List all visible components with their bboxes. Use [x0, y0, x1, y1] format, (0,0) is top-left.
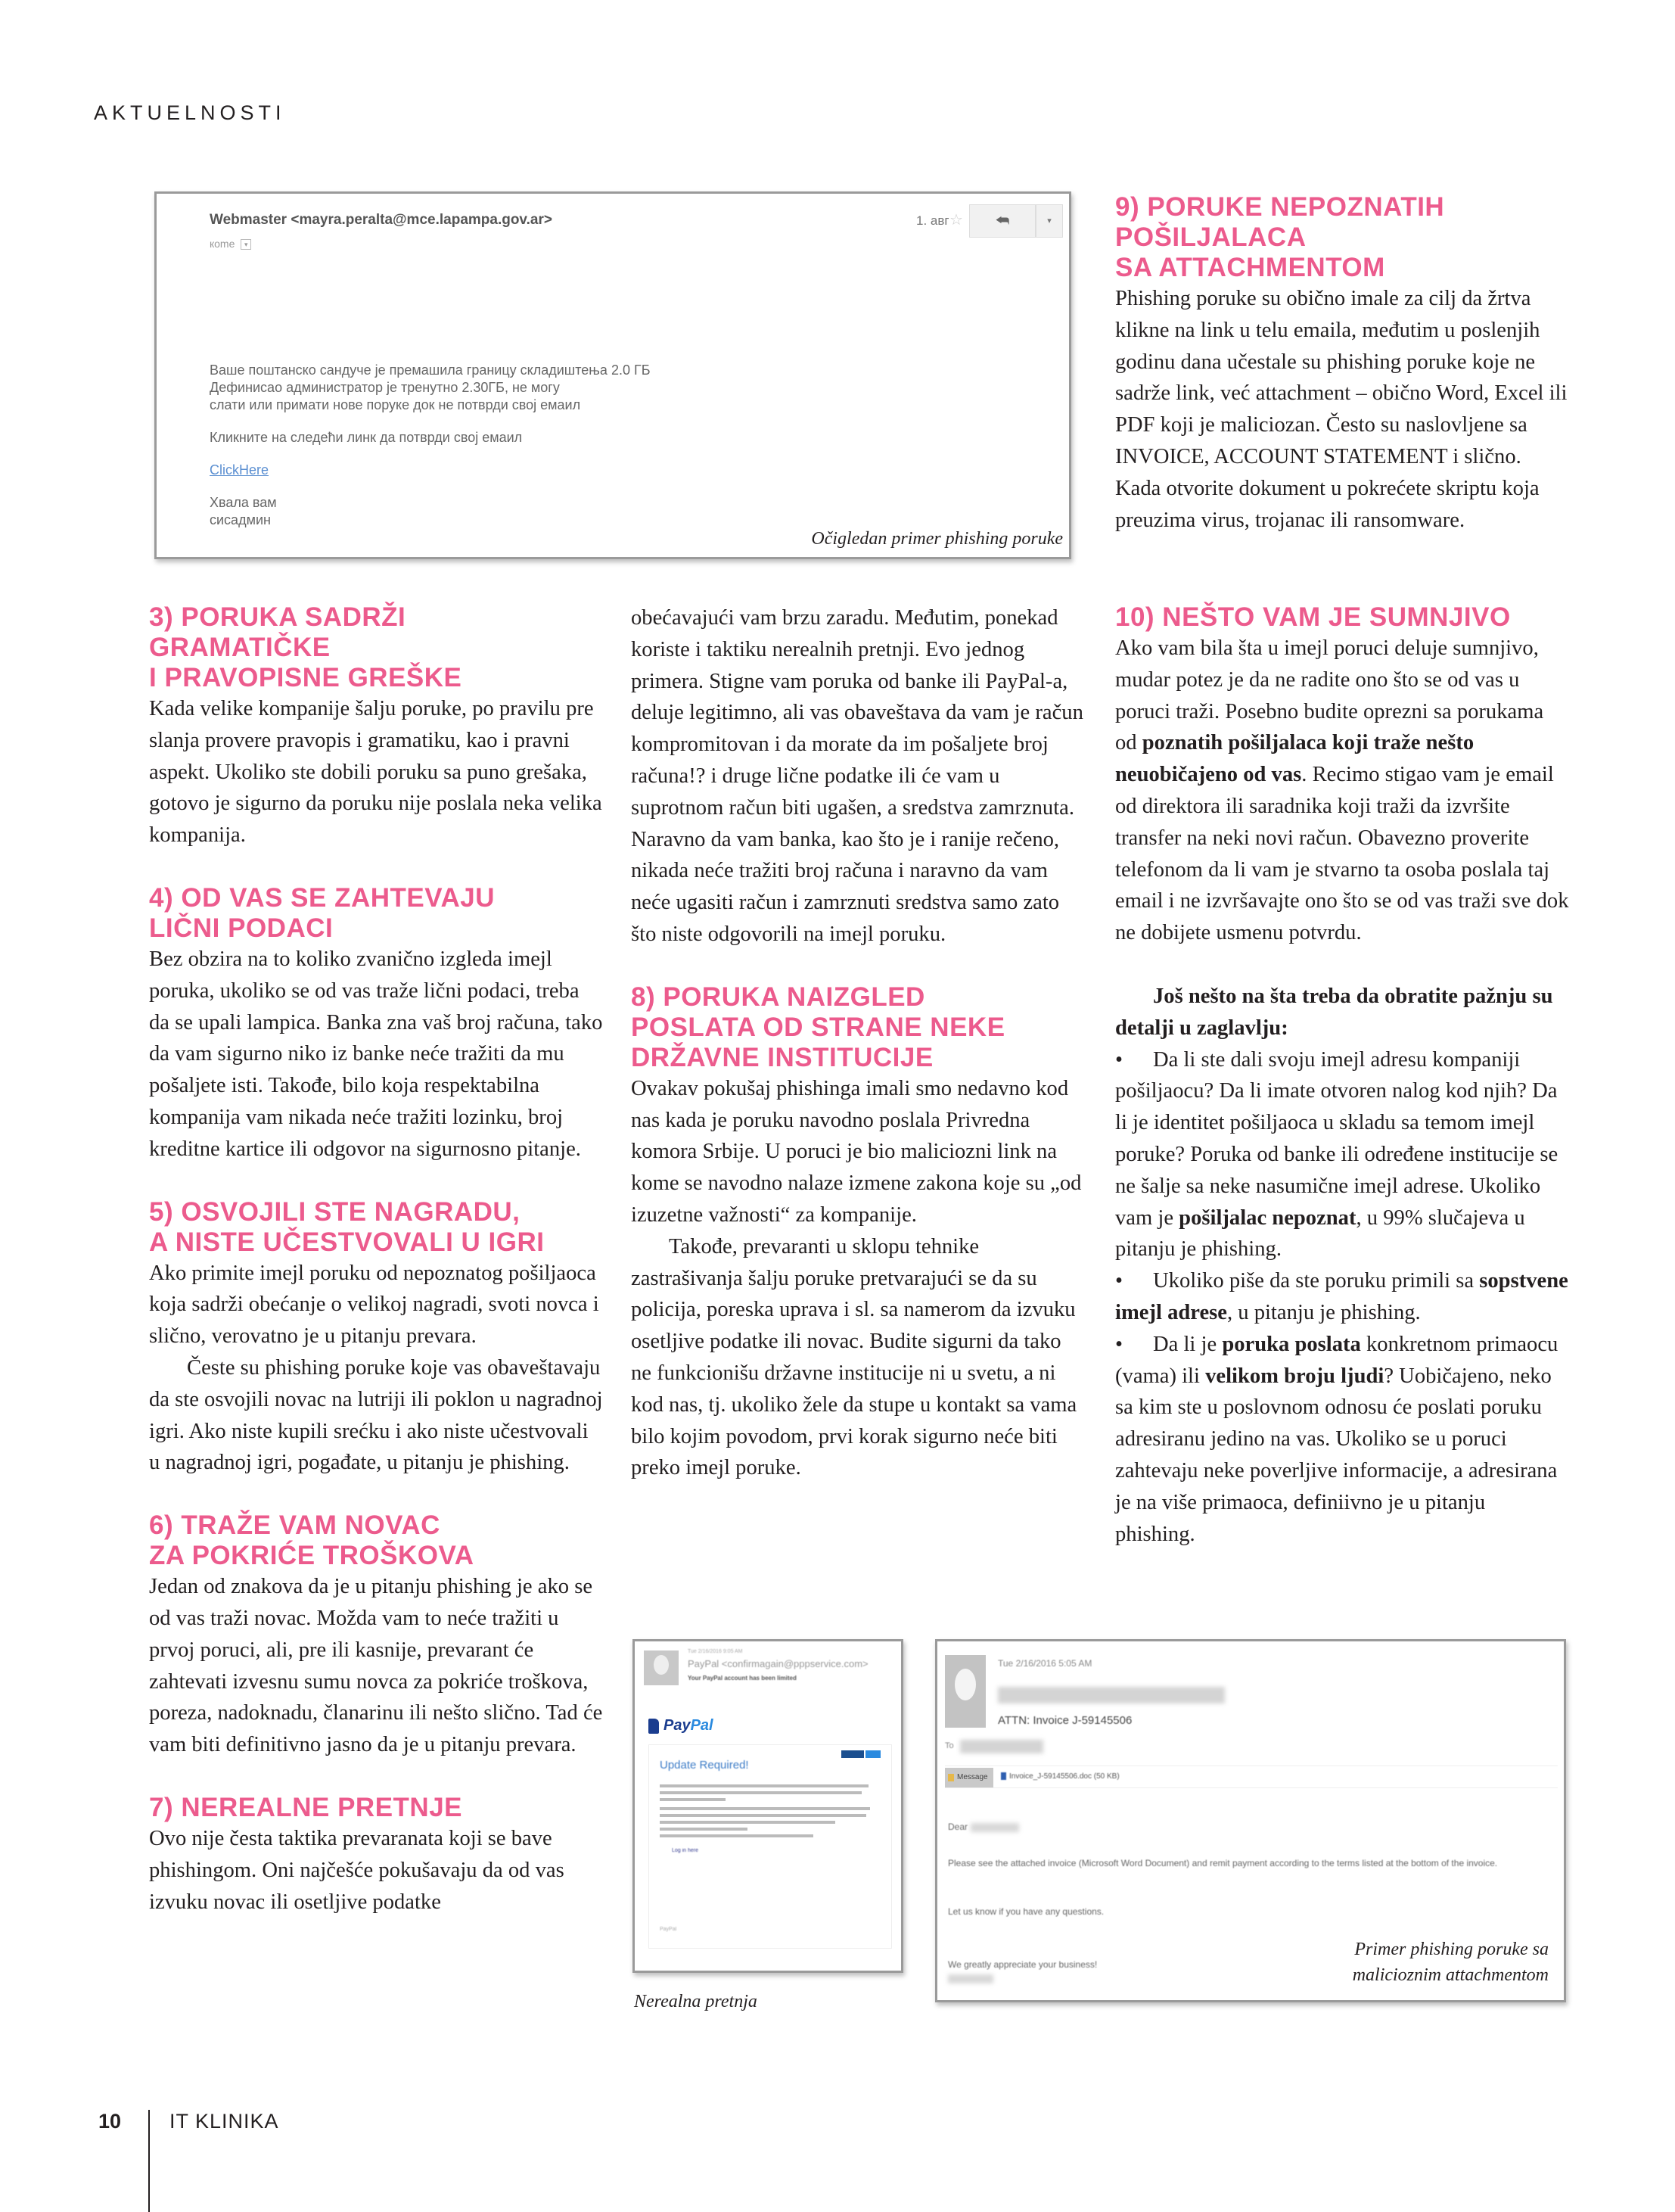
page-number: 10 [98, 2110, 122, 2133]
section-5-body: Ako primite imejl poruku od nepoznatog pošiljaoca koja sadrži obećanje o velikoj nagradi, svoti novca i slično, verovatno je u pitanju prevara. [149, 1261, 599, 1349]
login-link: Log in here [672, 1848, 699, 1853]
email-sender: PayPal <confirmagain@pppservice.com> [688, 1658, 869, 1669]
section-5-body-2: Česte su phishing poruke koje vas obaveštavaju da ste osvojili novac na lutriji ili poklon u nagradnoj igri. Ako niste kupili srećku i ako niste učestvovali u nagradnoj igri, pogađate, u pitanju je phishing. [149, 1355, 603, 1475]
magazine-name: IT KLINIKA [169, 2110, 279, 2133]
section-4-heading: 4) OD VAS SE ZAHTEVAJU LIČNI PODACI [149, 882, 495, 943]
footer-divider [148, 2110, 150, 2212]
email-subject: ATTN: Invoice J-59145506 [998, 1714, 1133, 1727]
section-8-body-2: Takođe, prevaranti u sklopu tehnike zastrašivanja šalju poruke pretvarajući se da su policija, poreska uprava i sl. sa namerom da izvuku osetljive podatke ili novac. Budite sigurni da tako ne funkcionišu državne institucije ni u svetu, a ni kod nas, tj. ukoliko žele da stupe u kontakt sa vama bilo kojim povodom, prvi korak sigurno neće biti preko imejl poruke. [631, 1234, 1077, 1480]
section-10-body: Ako vam bila šta u imejl poruci deluje sumnjivo, mudar potez je da ne radite ono što se od vas u poruci traži. Posebno budite oprezni sa porukama od poznatih pošiljalaca koji traže nešto neuobičajeno od vas. Recimo stigao vam je email od direktora ili saradnika koji traži da izvršite transfer na neki novi račun. Obavezno proverite telefonom da li vam je stvarno ta osoba poslala taj email i ne izvršavajte ono što se od vas traži sve dok ne dobijete usmenu potvrdu. [1115, 636, 1569, 945]
header-tips-list [1115, 1044, 1569, 1551]
section-4-body: Bez obzira na to koliko zvanično izgleda imejl poruka, ukoliko se od vas traže lični podaci, treba da se upali lampica. Banka zna vaš broj računa, tako da vam sigurno niko iz banke neće tražiti da mu pošaljete isti. Takođe, bilo koja respektabilna kompanija vam nikada neće tražiti lozinku, broj kreditne kartice ili odgovor na sigurnosno pitanje. [149, 947, 603, 1161]
email-date: 1. авг [916, 213, 949, 228]
section-10-heading: 10) NEŠTO VAM JE SUMNJIVO [1115, 602, 1511, 632]
section-3-body: Kada velike kompanije šalju poruke, po pravilu pre slanja provere pravopis i gramatiku, kao i pravni aspekt. Ukoliko ste dobili poruku sa puno grešaka, gotovo je sigurno da poruku nije poslala neka velika kompanija. [149, 697, 602, 848]
figure-caption: Primer phishing poruke sa malicioznim attachmentom [1352, 1940, 1549, 1985]
column-3 [1115, 602, 1569, 1550]
section-7-heading: 7) NEREALNE PRETNJE [149, 1792, 463, 1822]
email-card: Update Required! Log in here PayPal [648, 1744, 892, 1949]
header-tips-lead: Još nešto na šta treba da obratite pažnju su detalji u zaglavlju: [1115, 984, 1553, 1040]
email-date: Tue 2/16/2016 5:05 AM [998, 1658, 1092, 1669]
figure-paypal-email: Tue 2/16/2016 9:05 AM PayPal <confirmagain@pppservice.com> Your PayPal account has been limited PayPal Update Required! Log in here PayPal [632, 1639, 903, 1973]
section-7-body-continued: obećavajući vam brzu zaradu. Međutim, ponekad koriste i taktiku nerealnih pretnji. Evo jednog primera. Stigne vam poruka od banke ili PayPal-a, deluje legitimno, ali vas obaveštava da vam je račun kompromitovan i da morate da im pošaljete broj računa!? i druge lične podatke ili će vam u suprotnom račun biti ugašen, a sredstva zamrznuta. Naravno da vam banka, kao što je i ranije rečeno, nikada neće tražiti broj računa i naravno da vam neće ugasiti račun i zamrznuti sredstva samo zato što niste odgovorili na imejl poruku. [631, 606, 1083, 946]
section-8-heading: 8) PORUKA NAIZGLED POSLATA OD STRANE NEKE DRŽAVNE INSTITUCIJE [631, 982, 1005, 1072]
email-recipient: кome ▾ [210, 238, 251, 250]
figure-invoice-email: Tue 2/16/2016 5:05 AM ATTN: Invoice J-59145506 To Message Invoice_J-59145506.doc (50 KB) Dear Please see the attached invoice (Microsoft Word Document) and remit payment according to the terms listed at the bottom of the invoice. Let us know if you have any questions. We greatly appreciate your business! Primer phishing poruke sa malicioznim attachmentom [935, 1639, 1566, 2002]
attachment-file: Invoice_J-59145506.doc (50 KB) [1001, 1772, 1120, 1781]
paypal-logo: PayPal [648, 1717, 713, 1734]
section-9 [1115, 192, 1569, 536]
section-6-body: Jedan od znakova da je u pitanju phishing je ako se od vas traži novac. Možda vam to neće tražiti u prvoj poruci, ali, pre ili kasnije, prevarant će zahtevati izvesnu sumu novca za pokriće troškova, poreza, nadoknadu, članarinu ili nešto slično. Tad će vam biti definitivno jasno da je u pitanju prevara. [149, 1575, 603, 1757]
list-item: • Da li ste dali svoju imejl adresu kompaniji pošiljaocu? Da li imate otvoren nalog kod njih? Da li je identitet pošiljaoca u skladu sa temom imejl poruke? Poruka od banke ili određene institucije se ne šalje sa neke nasumične imejl adrese. Ukoliko vam je pošiljalac nepoznat, u 99% slučajeva u pitanju je phishing. [1115, 1044, 1569, 1266]
more-options-icon: ▾ [1036, 204, 1063, 238]
email-recipient-redacted [960, 1740, 1043, 1753]
email-title: Update Required! [660, 1759, 749, 1772]
recipient-dropdown-icon: ▾ [241, 239, 251, 250]
avatar-icon [644, 1650, 679, 1685]
section-3-heading: 3) PORUKA SADRŽI GRAMATIČKE I PRAVOPISNE GREŠKE [149, 602, 462, 692]
avatar-icon [945, 1655, 986, 1728]
email-sender-redacted [998, 1687, 1225, 1703]
email-body: Ваше поштанско сандуче је премашила границу складиштења 2.0 ГБ Дефинисао администратор је тренутно 2.30ГБ, не могу слати или примати нове поруке док не потврди свој емаил Кликните на следећи линк да потврди свој емаил ClickHere Хвала вам сисадмин [210, 362, 651, 527]
paypal-icon [648, 1719, 659, 1734]
figure-caption: Očigledan primer phishing poruke [811, 529, 1063, 549]
section-6-heading: 6) TRAŽE VAM NOVAC ZA POKRIĆE TROŠKOVA [149, 1510, 474, 1571]
reply-icon: ⮪ [969, 204, 1036, 238]
section-heading: 9) PORUKE NEPOZNATIH POŠILJALACA SA ATTACHMENTOM [1115, 192, 1445, 282]
section-7-body: Ovo nije česta taktika prevaranata koji se bave phishingom. Oni najčešće pokušavaju da od vas izvuku novac ili osetljive podatke [149, 1826, 564, 1914]
section-label: AKTUELNOSTI [94, 101, 286, 124]
figure-phishing-email [154, 191, 1071, 559]
email-sender: Webmaster <mayra.peralta@mce.lapampa.gov.ar> [210, 212, 552, 228]
column-1 [149, 602, 603, 1918]
list-item: • Da li je poruka poslata konkretnom primaocu (vama) ili velikom broju ljudi? Uobičajeno, neko sa kim ste u poslovnom odnosu će poslati poruku adresiranu jedino na vas. Ukoliko se u poruci zahtevaju neke poverljive informacije, a adresirana je na više primaoca, definiivno je u pitanju phishing. [1115, 1329, 1569, 1551]
star-icon: ☆ [949, 212, 963, 229]
section-body: Phishing poruke su obično imale za cilj da žrtva klikne na link u telu emaila, međutim u poslenjih godinu dana učestale su phishing poruke koje ne sadrže link, već attachment – obično Word, Excel ili PDF koji je maliciozan. Često su naslovljene sa INVOICE, ACCOUNT STATEMENT i slično. Kada otvorite dokument u pokrećete skriptu koja preuzima virus, trojanac ili ransomware. [1115, 287, 1568, 532]
figure-caption: Nerealna pretnja [634, 1992, 757, 2011]
message-tab: Message [945, 1768, 993, 1787]
section-8-body: Ovakav pokušaj phishinga imali smo nedavno kod nas kada je poruku navodno poslala Privredna komora Srbije. U poruci je bio maliciozni link na kome se navodno nalaze izmene zakona koje su „od izuzetne važnosti“ za kompanije. [631, 1076, 1082, 1227]
column-2 [631, 602, 1085, 1484]
list-item: • Ukoliko piše da ste poruku primili sa sopstvene imejl adrese, u pitanju je phishing. [1115, 1265, 1569, 1329]
section-5-heading: 5) OSVOJILI STE NAGRADU, A NISTE UČESTVOVALI U IGRI [149, 1196, 545, 1257]
phishing-link: ClickHere [210, 462, 269, 478]
email-subject: Your PayPal account has been limited [688, 1675, 797, 1682]
